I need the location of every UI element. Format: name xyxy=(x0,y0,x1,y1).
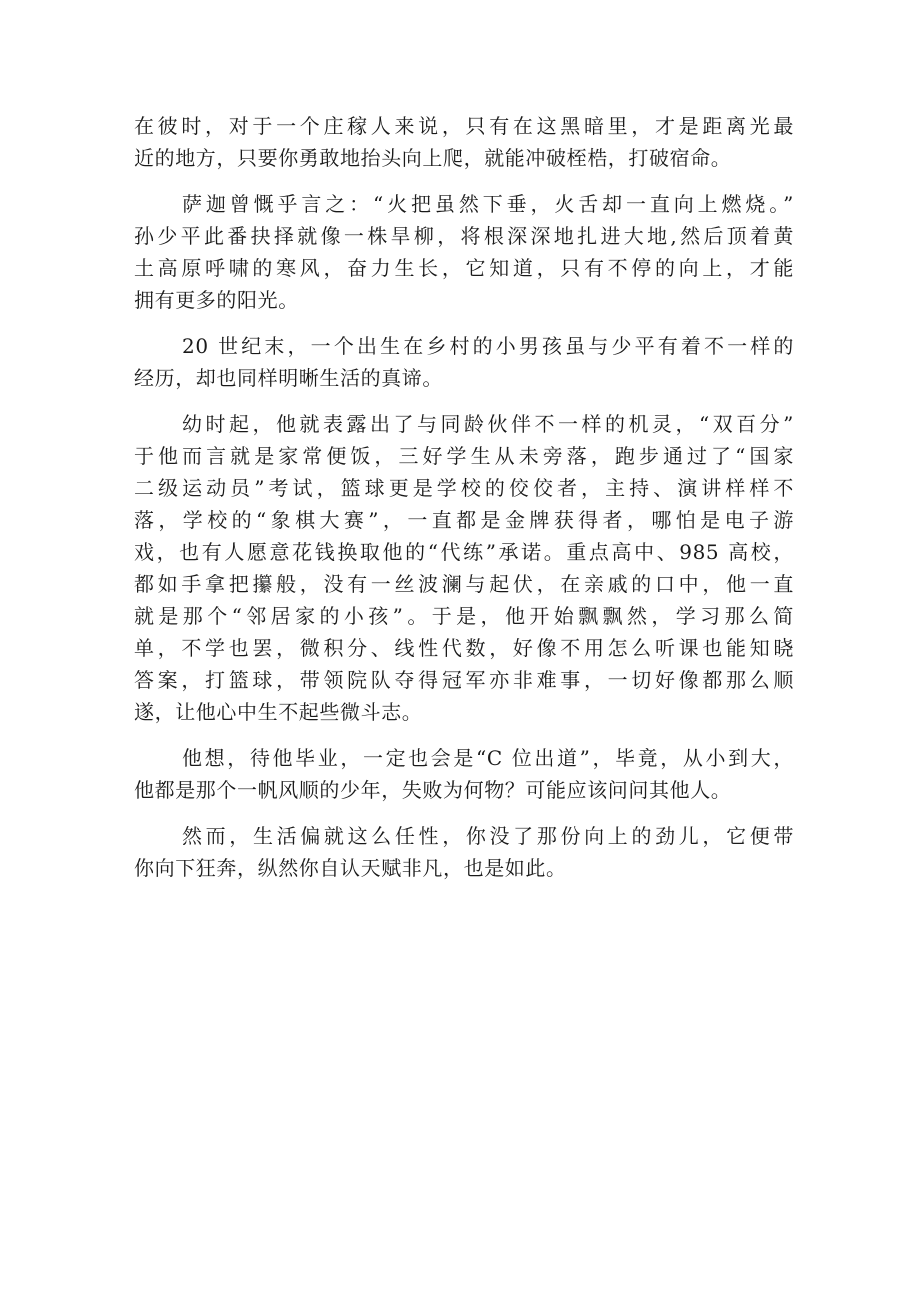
paragraph-line: 答案，打篮球，带领院队夺得冠军亦非难事，一切好像都那么顺 xyxy=(134,668,794,692)
paragraph-line: 然而，生活偏就这么任性，你没了那份向上的劲儿，它便带 xyxy=(182,824,794,848)
paragraph-5 xyxy=(134,742,794,806)
paragraph-line: 孙少平此番抉择就像一株旱柳，将根深深地扎进大地,然后顶着黄 xyxy=(134,224,794,248)
paragraph-line: 拥有更多的阳光。 xyxy=(134,288,299,312)
paragraph-line: 你向下狂奔，纵然你自认天赋非凡，也是如此。 xyxy=(134,856,567,880)
paragraph-line: 于他而言就是家常便饭，三好学生从未旁落，跑步通过了“国家 xyxy=(134,444,794,468)
paragraph-1 xyxy=(134,110,794,174)
paragraph-line: 幼时起，他就表露出了与同龄伙伴不一样的机灵，“双百分” xyxy=(182,412,794,436)
paragraph-line: 就是那个“邻居家的小孩”。于是，他开始飘飘然，学习那么简 xyxy=(134,604,794,628)
document-body xyxy=(134,110,794,898)
paragraph-line: 他都是那个一帆风顺的少年，失败为何物？可能应该问问其他人。 xyxy=(134,778,732,802)
paragraph-line: 萨迦曾慨乎言之：“火把虽然下垂，火舌却一直向上燃烧。” xyxy=(182,192,794,216)
paragraph-line: 都如手拿把攥般，没有一丝波澜与起伏，在亲戚的口中，他一直 xyxy=(134,572,794,596)
paragraph-line: 在彼时，对于一个庄稼人来说，只有在这黑暗里，才是距离光最 xyxy=(134,114,794,138)
paragraph-line: 二级运动员”考试，篮球更是学校的佼佼者，主持、演讲样样不 xyxy=(134,476,794,500)
paragraph-line: 经历，却也同样明晰生活的真谛。 xyxy=(134,366,443,390)
paragraph-6 xyxy=(134,820,794,884)
paragraph-line: 20 世纪末，一个出生在乡村的小男孩虽与少平有着不一样的 xyxy=(182,334,794,358)
paragraph-line: 遂，让他心中生不起些微斗志。 xyxy=(134,700,423,724)
paragraph-3 xyxy=(134,330,794,394)
paragraph-line: 戏，也有人愿意花钱换取他的“代练”承诺。重点高中、985 高校， xyxy=(134,540,794,564)
paragraph-2 xyxy=(134,188,794,316)
paragraph-line: 他想，待他毕业，一定也会是“C 位出道”，毕竟，从小到大， xyxy=(182,746,794,770)
paragraph-line: 近的地方，只要你勇敢地抬头向上爬，就能冲破桎梏，打破宿命。 xyxy=(134,146,732,170)
paragraph-line: 单，不学也罢，微积分、线性代数，好像不用怎么听课也能知晓 xyxy=(134,636,794,660)
paragraph-line: 落，学校的“象棋大赛”，一直都是金牌获得者，哪怕是电子游 xyxy=(134,508,794,532)
paragraph-line: 土高原呼啸的寒风，奋力生长，它知道，只有不停的向上，才能 xyxy=(134,256,794,280)
paragraph-4 xyxy=(134,408,794,728)
